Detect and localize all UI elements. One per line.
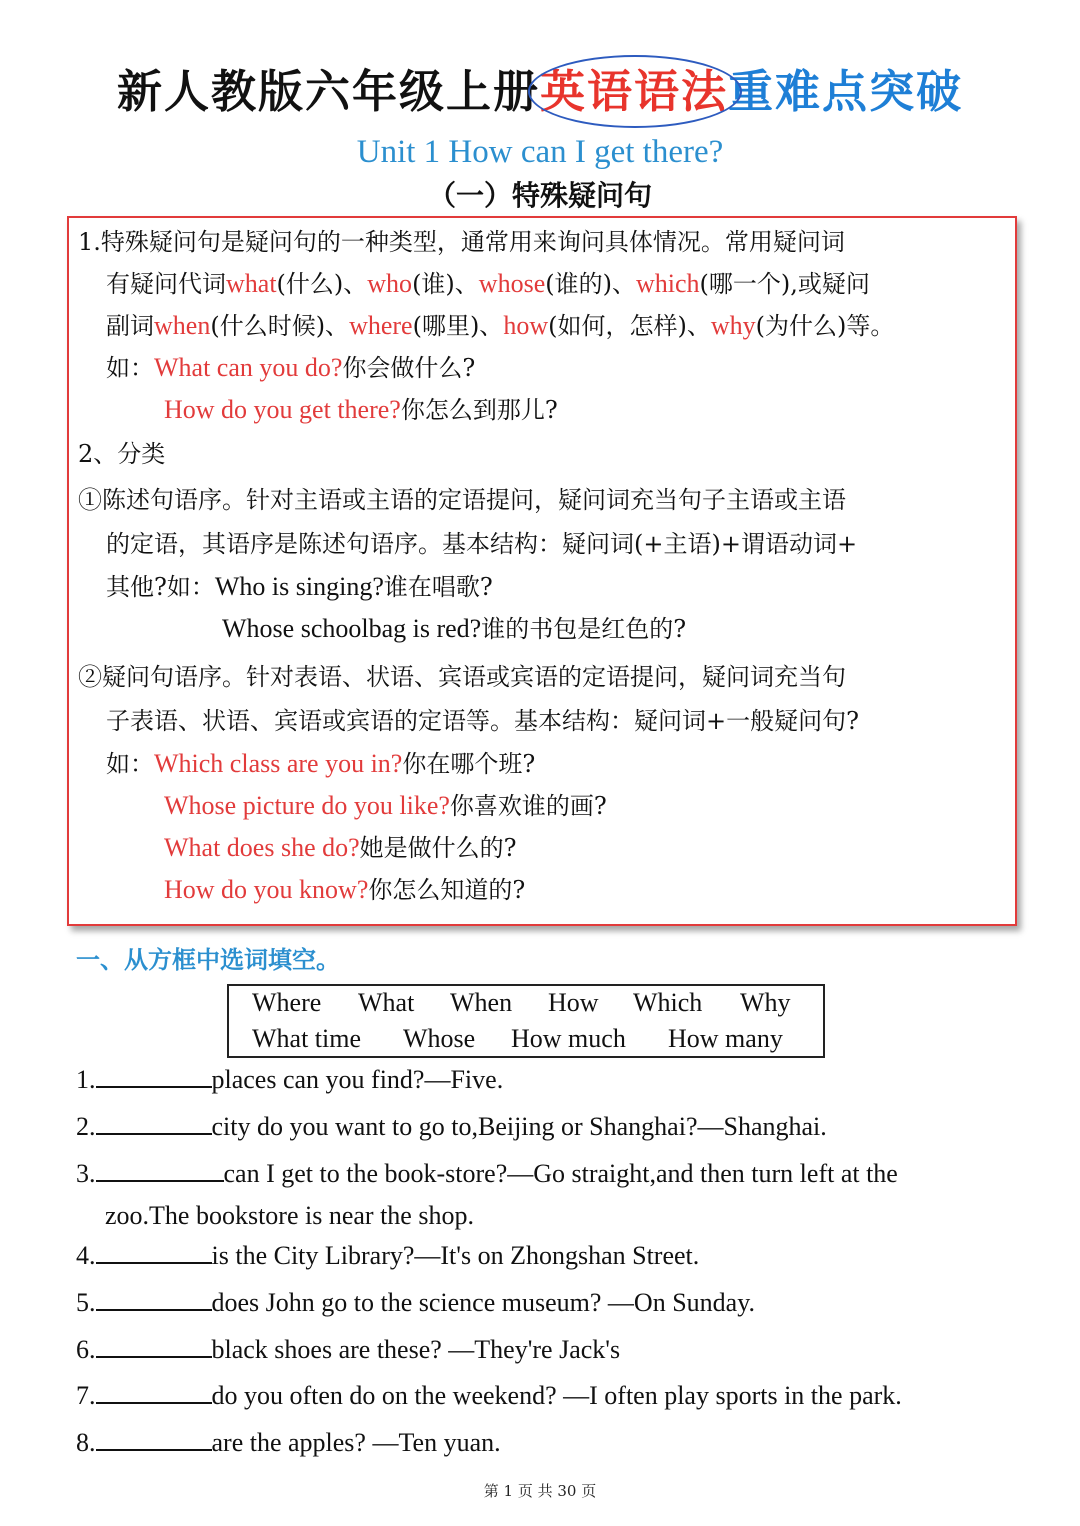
answer-blank[interactable] [96, 1156, 224, 1182]
rule-line-9: 其他?如：Who is singing?谁在唱歌? [106, 572, 493, 601]
word-bank-item: Whose [403, 1024, 476, 1053]
rule-classification-heading: 2、分类 [78, 440, 166, 468]
word-bank-item: Which [633, 988, 703, 1017]
question-3: 3. can I get to the book-store?—Go straight,and then turn left at the [76, 1156, 898, 1192]
page-title [0, 62, 1080, 122]
question-2: 2. city do you want to go to,Beijing or Shanghai?—Shanghai. [76, 1109, 827, 1145]
word-bank-item: How many [668, 1024, 783, 1053]
section-title: （一）特殊疑问句 [427, 179, 652, 212]
question-7: 7. do you often do on the weekend? —I often play sports in the park. [76, 1378, 902, 1414]
word-bank-item: How [548, 988, 599, 1017]
word-bank-item: Why [740, 988, 791, 1017]
rule-line-8: 的定语，其语序是陈述句语序。基本结构：疑问词(+主语)+谓语动词+ [106, 530, 858, 558]
answer-blank[interactable] [96, 1332, 212, 1358]
word-bank-item: How much [511, 1024, 626, 1053]
answer-blank[interactable] [96, 1238, 212, 1264]
rule-line-11: ②疑问句语序。针对表语、状语、宾语或宾语的定语提问，疑问词充当句 [78, 663, 846, 691]
word-bank-item: What time [252, 1024, 362, 1053]
rule-line-7: ①陈述句语序。针对主语或主语的定语提问，疑问词充当句子主语或主语 [78, 486, 846, 514]
rule-line-2: 有疑问代词what(什么)、who(谁)、whose(谁的)、which(哪一个),或疑问 [106, 269, 870, 298]
word-bank-item: What [358, 988, 415, 1017]
answer-blank[interactable] [96, 1425, 212, 1451]
answer-blank[interactable] [96, 1378, 212, 1404]
rule-example-3: 如：Which class are you in?你在哪个班? [106, 749, 536, 778]
answer-blank[interactable] [96, 1285, 212, 1311]
rule-example-5: What does she do?她是做什么的? [164, 833, 517, 862]
answer-blank[interactable] [96, 1062, 212, 1088]
rule-example-1: 如：What can you do?你会做什么? [106, 353, 476, 382]
rule-line-1: 1.特殊疑问句是疑问句的一种类型，通常用来询问具体情况。常用疑问词 [78, 228, 845, 256]
rule-line-3: 副词when(什么时候)、where(哪里)、how(如何，怎样)、why(为什么)等。 [106, 311, 895, 340]
rule-example-2: How do you get there?你怎么到那儿? [164, 395, 558, 424]
rule-line-10: Whose schoolbag is red?谁的书包是红色的? [222, 614, 687, 643]
rule-example-6: How do you know?你怎么知道的? [164, 875, 526, 904]
title-part-2: 英语语法 [540, 65, 728, 118]
question-6: 6. black shoes are these? —They're Jack's [76, 1332, 620, 1368]
exercise-heading: 一、从方框中选词填空。 [76, 946, 340, 974]
page-number: 第 1 页 共 30 页 [483, 1482, 597, 1500]
question-1: 1. places can you find?—Five. [76, 1062, 503, 1098]
rule-line-12: 子表语、状语、宾语或宾语的定语等。基本结构：疑问词+一般疑问句? [106, 707, 859, 735]
unit-subtitle: Unit 1 How can I get there? [356, 134, 724, 170]
word-bank-item: When [450, 988, 513, 1017]
title-part-1: 新人教版六年级上册 [116, 65, 540, 118]
question-4: 4. is the City Library?—It's on Zhongshan Street. [76, 1238, 699, 1274]
word-bank-item: Where [252, 988, 322, 1017]
title-part-3: 重难点突破 [728, 65, 964, 118]
question-8: 8. are the apples? —Ten yuan. [76, 1425, 501, 1461]
question-5: 5. does John go to the science museum? —On Sunday. [76, 1285, 755, 1321]
question-3-continued: zoo.The bookstore is near the shop. [105, 1201, 474, 1230]
rule-example-4: Whose picture do you like?你喜欢谁的画? [164, 791, 607, 820]
answer-blank[interactable] [96, 1109, 212, 1135]
